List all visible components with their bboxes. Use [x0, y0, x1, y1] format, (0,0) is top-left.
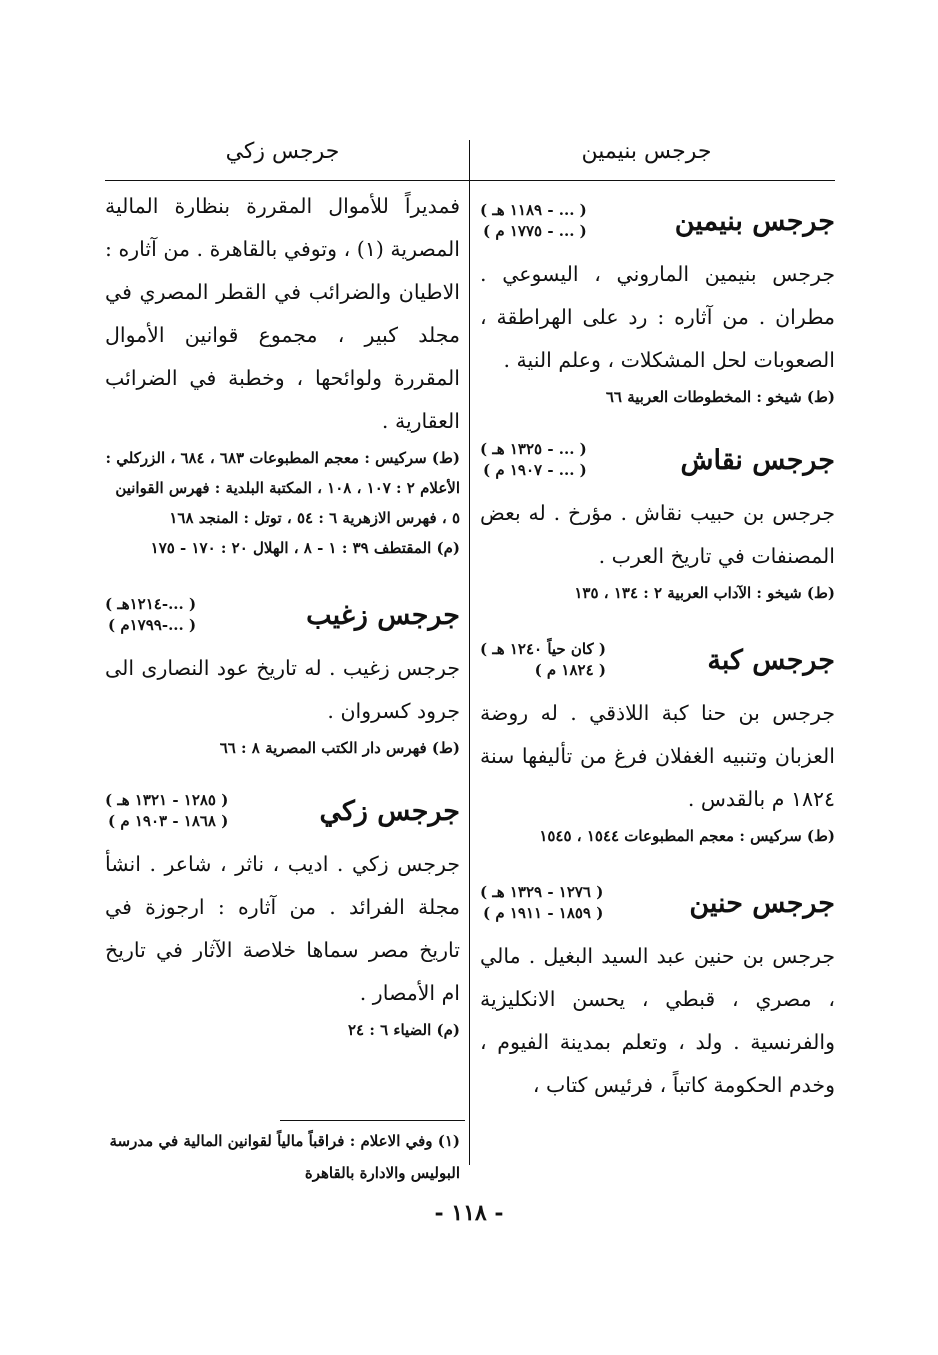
entry-ref: (ط) سركيس : معجم المطبوعات ٦٨٣ ، ٦٨٤ ، الزركلي : الأعلام ٢ : ١٠٧ ، ١٠٨ ، المكتبة البلدية : فهرس القوانين ٥ ، فهرس الازهرية ٦ : ٥٤ ، توتل : المنجد ١٦٨: [105, 449, 460, 527]
entry-dates: [480, 882, 603, 924]
entry-name: جرجس نقاش: [680, 444, 835, 476]
entry-body: جرجس زغيب . له تاريخ عود النصارى الى جرود كسروان .: [105, 656, 460, 723]
entry-ref: (ط) شيخو : المخطوطات العربية ٦٦: [605, 388, 835, 406]
gregorian-date: ( ... - ١٩٠٧ م ): [483, 461, 587, 479]
entry-ref: (ط) شيخو : الآداب العربية ٢ : ١٣٤ ، ١٣٥: [574, 584, 835, 602]
entry-name: جرجس كبة: [707, 644, 835, 676]
page-number: - ١١٨ -: [434, 1200, 504, 1226]
right-column-header: جرجس بنيمين: [458, 130, 835, 181]
right-column: [480, 130, 835, 1107]
gregorian-date: ( ١٨٥٩ - ١٩١١ م ): [483, 904, 604, 922]
entry: [105, 781, 460, 1045]
hijri-date: ( ... - ١٣٢٥ هـ ): [480, 440, 587, 458]
entry: [480, 873, 835, 1107]
entry-dates: [480, 200, 587, 242]
entry-ref: (م) المقتطف ٣٩ : ١ - ٨ ، الهلال ٢٠ : ١٧٠ - ١٧٥: [150, 539, 460, 557]
entry-body: فمديراً للأموال المقررة بنظارة المالية المصرية (١) ، وتوفي بالقاهرة . من آثاره : الاطيان والضرائب في القطر المصري في مجلد كبير ، مجموع قوانين الأموال المقررة ولوائحها ، وخطبة في الضرائب العقارية .: [105, 194, 460, 433]
gregorian-date: ( ١٨٢٤ م ): [534, 661, 606, 679]
column-divider: [469, 140, 470, 1165]
gregorian-date: ( ...-١٧٩٩م ): [108, 616, 197, 634]
entry-body: جرجس بن حبيب نقاش . مؤرخ . له بعض المصنفات في تاريخ العرب .: [480, 501, 835, 568]
entry-body: جرجس بن حنا كبة اللاذقي . له روضة العزبان وتنبيه الغفلان فرغ من تأليفها سنة ١٨٢٤ م بالقدس .: [480, 701, 835, 811]
entry-name: جرجس زكي: [319, 795, 460, 827]
entry-name: جرجس بنيمين: [674, 205, 835, 237]
footnote-rule: [280, 1120, 465, 1121]
entry: [105, 585, 460, 763]
entry-dates: [480, 439, 587, 481]
entry-body: جرجس بنيمين الماروني ، اليسوعي . مطران . من آثاره : رد على الهراطقة ، الصعوبات لحل المشكلات ، وعلم النية .: [480, 262, 835, 372]
hijri-date: ( ... - ١١٨٩ هـ ): [480, 201, 587, 219]
hijri-date: ( كان حياً ١٢٤٠ هـ ): [480, 640, 606, 658]
entry-body: جرجس زكي . اديب ، ناثر ، شاعر . انشأ مجلة الفرائد . من آثاره : ارجوزة في تاريخ مصر سماها خلاصة الآثار في تاريخ ام الأمصار .: [105, 852, 460, 1005]
entry: [480, 191, 835, 412]
entry-dates: [480, 639, 606, 681]
entry: [480, 430, 835, 608]
entry-name: جرجس زغيب: [306, 599, 460, 631]
hijri-date: ( ١٢٨٥ - ١٣٢١ هـ ): [105, 791, 229, 809]
gregorian-date: ( ١٨٦٨ - ١٩٠٣ م ): [108, 812, 229, 830]
footnote: (١) وفي الاعلام : فراقباً مالياً لقوانين المالية في مدرسة البوليس والادارة بالقاهرة: [109, 1132, 460, 1182]
entry-dates: [105, 594, 196, 636]
entry-ref: (ط) فهرس دار الكتب المصرية ٨ : ٦٦: [219, 739, 460, 757]
entry-body: جرجس بن حنين عبد السيد البغيل . مالي ، مصري ، قبطي ، يحسن الانكليزية والفرنسية . ولد ، وتعلم بمدينة الفيوم ، وخدم الحكومة كاتباً ، فرئيس كتاب ،: [480, 944, 835, 1097]
entry: [480, 630, 835, 851]
entry-ref: (م) الضياء ٦ : ٢٤: [348, 1021, 460, 1039]
entry-dates: [105, 790, 228, 832]
entry-ref: (ط) سركيس : معجم المطبوعات ١٥٤٤ ، ١٥٤٥: [539, 827, 835, 845]
hijri-date: ( ...-١٢١٤هـ ): [105, 595, 197, 613]
hijri-date: ( ١٢٧٦ - ١٣٢٩ هـ ): [480, 883, 604, 901]
left-column: [105, 130, 460, 1045]
entry-name: جرجس حنين: [689, 887, 835, 919]
left-column-header: جرجس زكي: [105, 130, 460, 181]
gregorian-date: ( ... - ١٧٧٥ م ): [483, 222, 587, 240]
entry-continuation: [105, 185, 460, 563]
